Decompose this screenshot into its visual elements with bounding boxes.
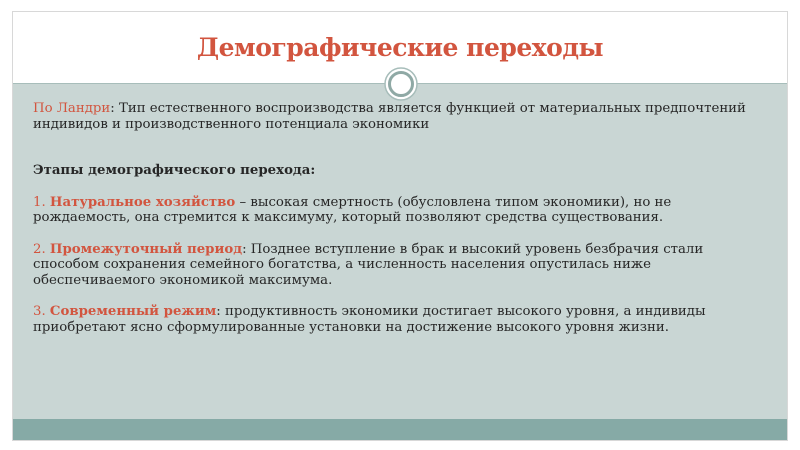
intro-author: По Ландри	[33, 101, 111, 116]
ring-ornament-icon	[384, 67, 418, 101]
stage-name: Промежуточный период	[49, 241, 243, 257]
slide-body	[33, 101, 757, 335]
footer-bar	[13, 419, 787, 440]
stage-name: Современный режим	[49, 304, 217, 319]
intro-text: : Тип естественного воспроизводства является функцией от материальных предпочтений индивидов и производственного потенциала экономики	[33, 101, 746, 132]
stage-number: 3.	[33, 304, 46, 319]
stage-text: : Позднее вступление в брак и высокий уровень безбрачия стали способом сохранения семейного богатства, а численность населения опустилась ниже обеспечиваемого экономикой максимума.	[33, 241, 704, 288]
stage-number: 1.	[33, 194, 46, 210]
intro-paragraph	[33, 101, 757, 132]
stage-text: – высокая смертность (обусловлена типом экономики), но не рождаемость, она стремится к максимуму, который позволяют средства существования.	[33, 194, 672, 225]
slide	[12, 11, 788, 441]
stage-item	[33, 195, 757, 226]
stage-item	[33, 242, 757, 289]
stage-item	[33, 304, 757, 335]
stage-text: : продуктивность экономики достигает высокого уровня, а индивиды приобретают ясно сформулированные установки на достижение высокого уровня жизни.	[33, 304, 706, 335]
slide-title: Демографические переходы	[196, 33, 604, 62]
stage-number: 2.	[33, 241, 46, 257]
stage-name: Натуральное хозяйство	[49, 194, 236, 210]
content-area	[13, 84, 787, 420]
stages-heading: Этапы демографического перехода:	[33, 163, 316, 178]
